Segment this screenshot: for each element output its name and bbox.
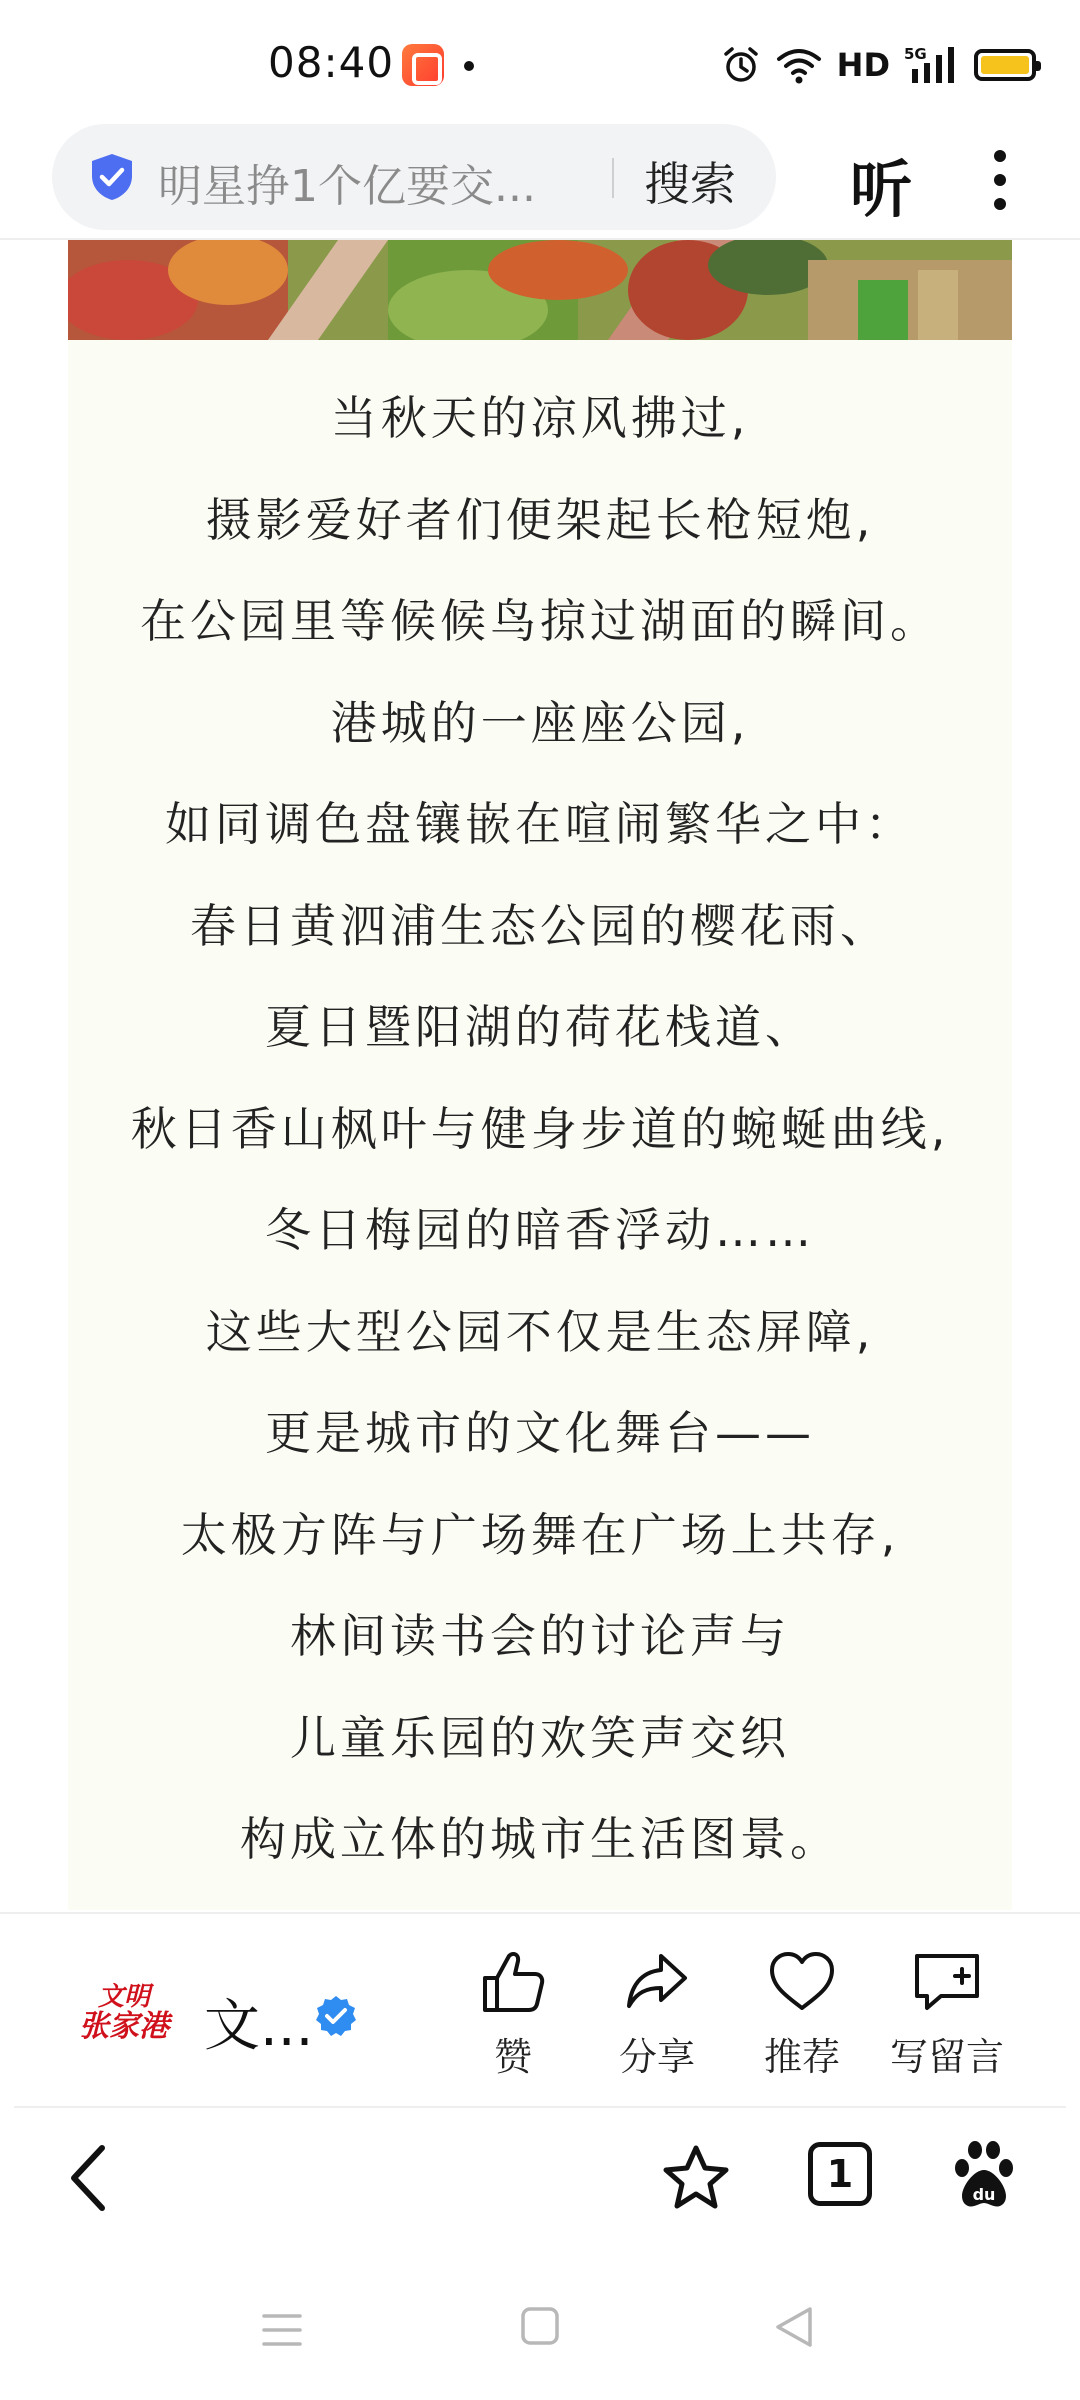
thumbs-up-icon xyxy=(477,1946,549,2018)
poem-line: 构成立体的城市生活图景。 xyxy=(240,1812,840,1866)
svg-text:du: du xyxy=(972,2185,996,2204)
browser-bottom-nav xyxy=(0,2108,1080,2248)
battery-icon xyxy=(974,49,1036,81)
signal-label: 5G xyxy=(904,45,927,63)
battery-level xyxy=(981,56,1029,74)
home-square-icon[interactable] xyxy=(520,2306,560,2346)
recommend-button[interactable] xyxy=(737,1946,867,2081)
poem-line: 更是城市的文化舞台—— xyxy=(265,1406,815,1460)
account-logo-line2: 张家港 xyxy=(79,2009,169,2044)
comment-label: 写留言 xyxy=(889,2035,1004,2079)
article-content xyxy=(68,240,1012,1910)
like-button[interactable] xyxy=(448,1946,578,2081)
account-name[interactable]: 文... xyxy=(204,1994,314,2059)
poem-line: 林间读书会的讨论声与 xyxy=(290,1609,790,1663)
poem-line: 在公园里等候候鸟掠过湖面的瞬间。 xyxy=(140,594,940,648)
poem-line: 秋日香山枫叶与健身步道的蜿蜒曲线, xyxy=(130,1101,950,1156)
article-action-bar xyxy=(0,1912,1080,2108)
menu-icon[interactable] xyxy=(260,2310,304,2350)
account-logo-line1: 文明 xyxy=(97,1982,150,2012)
browser-top-bar xyxy=(0,122,1080,240)
poem-line: 春日黄泗浦生态公园的樱花雨、 xyxy=(190,898,890,953)
poem-line: 当秋天的凉风拂过, xyxy=(330,391,750,445)
search-query-text[interactable]: 明星挣1个亿要交... xyxy=(158,161,536,212)
poem-line: 这些大型公园不仅是生态屏障, xyxy=(205,1304,875,1359)
poem-line: 夏日暨阳湖的荷花栈道、 xyxy=(265,1000,815,1054)
poem-line: 摄影爱好者们便架起长枪短炮, xyxy=(205,492,875,547)
share-arrow-icon xyxy=(621,1946,693,2018)
search-divider xyxy=(612,158,614,198)
back-arrow-icon[interactable] xyxy=(58,2138,114,2218)
status-bar xyxy=(0,0,1080,125)
baidu-paw-icon[interactable] xyxy=(950,2138,1018,2210)
alarm-icon xyxy=(721,45,761,85)
search-button[interactable]: 搜索 xyxy=(644,157,736,211)
account-logo[interactable] xyxy=(78,1982,170,2052)
shield-check-icon xyxy=(88,152,136,202)
heart-icon xyxy=(766,1946,838,2018)
hd-label: HD xyxy=(836,46,890,84)
system-nav-bar xyxy=(0,2248,1080,2400)
more-options-icon[interactable] xyxy=(990,144,1010,216)
poem-line: 如同调色盘镶嵌在喧闹繁华之中： xyxy=(165,797,915,851)
share-button[interactable] xyxy=(592,1946,722,2081)
status-time: 08:40 xyxy=(268,38,395,87)
write-comment-button[interactable] xyxy=(882,1946,1012,2081)
status-icons xyxy=(721,40,1036,90)
listen-button[interactable]: 听 xyxy=(850,153,913,226)
verified-badge-icon xyxy=(314,1994,358,2038)
back-triangle-icon[interactable] xyxy=(772,2304,814,2350)
article-banner-image xyxy=(68,240,1012,340)
notification-dot-icon xyxy=(464,61,474,71)
like-label: 赞 xyxy=(493,2035,532,2079)
poem-line: 儿童乐园的欢笑声交织 xyxy=(290,1710,790,1765)
comment-add-icon xyxy=(911,1946,983,2018)
poem-line: 港城的一座座公园, xyxy=(330,695,750,750)
wifi-icon xyxy=(775,45,823,85)
poem-line: 冬日梅园的暗香浮动…… xyxy=(265,1203,815,1257)
star-bookmark-icon[interactable] xyxy=(660,2142,732,2214)
notification-app-icon xyxy=(402,44,444,86)
signal-icon xyxy=(904,45,960,85)
share-label: 分享 xyxy=(618,2035,695,2079)
search-box[interactable] xyxy=(52,124,776,230)
poem-line: 太极方阵与广场舞在广场上共存, xyxy=(180,1507,900,1562)
article-poem xyxy=(68,382,1012,1905)
recommend-label: 推荐 xyxy=(763,2035,840,2079)
tabs-count-button[interactable]: 1 xyxy=(808,2142,872,2206)
